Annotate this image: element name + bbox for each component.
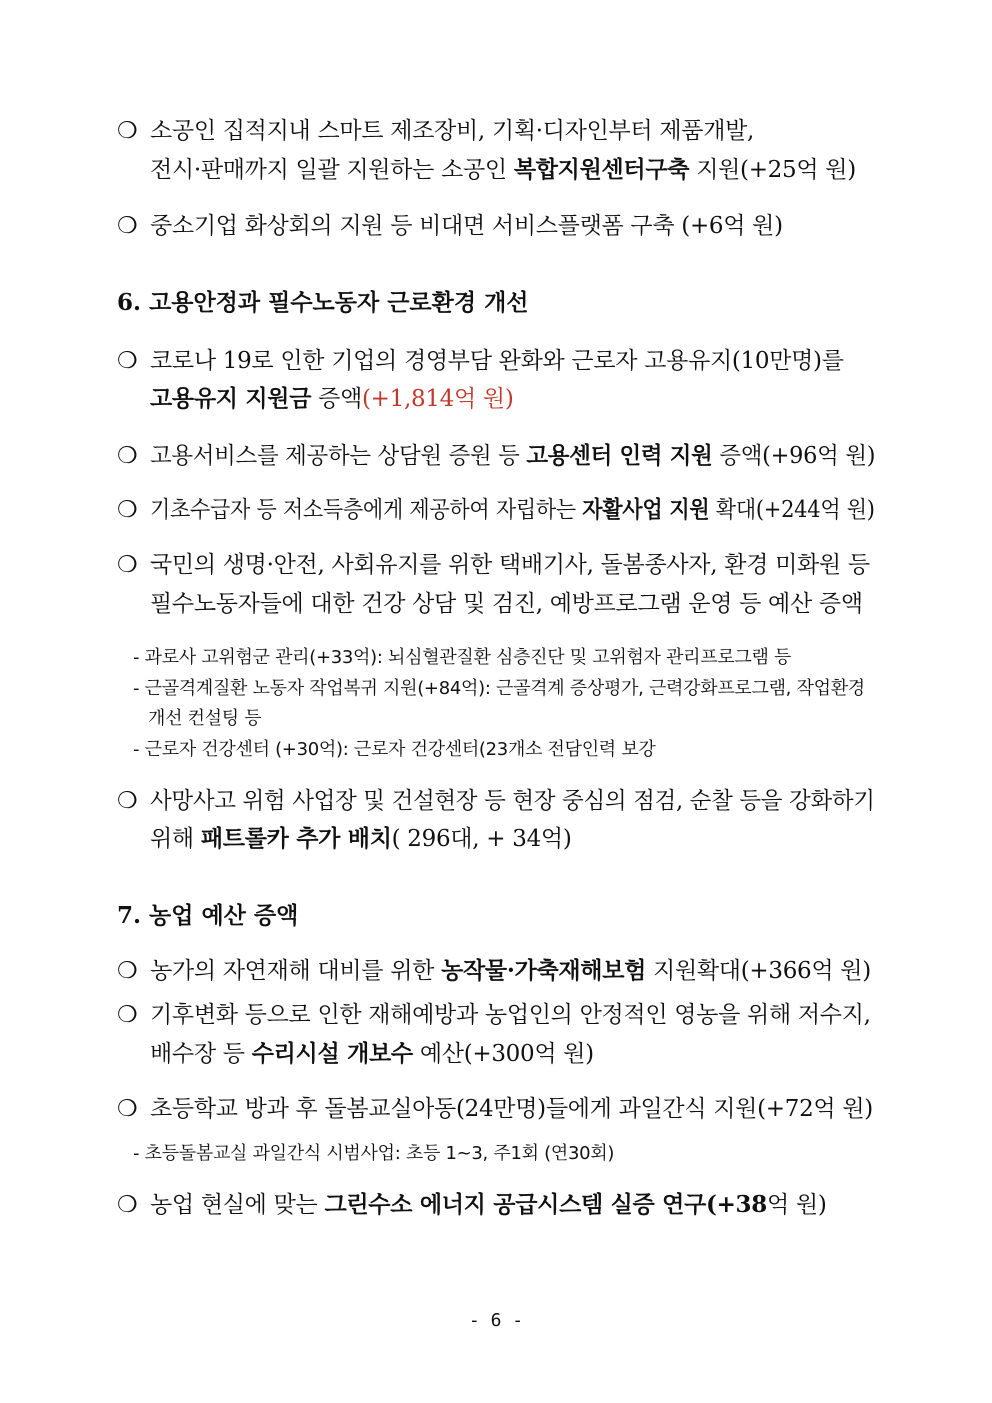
text: 필수노동자들에 대한 건강 상담 및 검진, 예방프로그램 운영 등 예산 증액	[150, 591, 863, 617]
text: 농업 현실에 맞는	[150, 1192, 325, 1218]
text: 배수장 등	[150, 1041, 252, 1067]
text: ( 296대, + 34억)	[391, 826, 572, 852]
text: 소공인 집적지내 스마트 제조장비, 기획·디자인부터 제품개발,	[150, 118, 755, 144]
section-heading-7: 7. 농업 예산 증액	[117, 902, 299, 929]
text: 기초수급자 등 저소득층에게 제공하여 자립하는	[150, 497, 583, 523]
text: 확대(+244억 원)	[709, 497, 875, 523]
highlight-text: (+1,814억 원)	[362, 386, 514, 412]
bullet-circle: ❍	[117, 1002, 138, 1028]
bullet-circle: ❍	[117, 1096, 138, 1122]
dash-item: - 초등돌봄교실 과일간식 시범사업: 초등 1~3, 주1회 (연30회)	[133, 1143, 615, 1164]
bold-text: 패트롤카 추가 배치	[200, 825, 392, 852]
bullet-circle: ❍	[117, 118, 138, 144]
text: 억 원)	[766, 1192, 827, 1218]
bullet-circle: ❍	[117, 958, 138, 984]
text: 예산(+300억 원)	[412, 1041, 594, 1067]
bullet-circle: ❍	[117, 213, 138, 239]
text: 초등학교 방과 후 돌봄교실아동(24만명)들에게 과일간식 지원(+72억 원)	[150, 1096, 873, 1122]
bold-text: 복합지원센터구축	[513, 156, 690, 183]
bold-text: 수리시설 개보수	[251, 1040, 413, 1067]
text: 지원확대(+366억 원)	[646, 958, 871, 984]
bullet-line	[150, 116, 754, 146]
text: 중소기업 화상회의 지원 등 비대면 서비스플랫폼 구축 (+6억 원)	[150, 213, 783, 239]
text: 국민의 생명·안전, 사회유지를 위한 택배기사, 돌봄종사자, 환경 미화원 등	[150, 552, 870, 578]
bold-text: 자활사업 지원	[582, 496, 710, 523]
bold-text: (+38	[706, 1191, 767, 1218]
text: 증액	[311, 386, 362, 412]
text: 전시·판매까지 일괄 지원하는 소공인	[150, 157, 514, 183]
bold-text: 농작물·가축재해보험	[441, 957, 647, 984]
bullet-line	[150, 1039, 594, 1069]
bullet-line	[150, 384, 514, 414]
bullet-line	[150, 441, 875, 471]
bullet-line	[150, 786, 875, 816]
bullet-line	[150, 495, 875, 525]
bullet-line	[150, 550, 870, 580]
text: 지원(+25억 원)	[689, 157, 856, 183]
bullet-circle: ❍	[117, 497, 138, 523]
bullet-circle: ❍	[117, 443, 138, 469]
bullet-line	[150, 1000, 871, 1030]
bold-text: 그린수소 에너지 공급시스템 실증 연구	[324, 1191, 706, 1218]
bullet-circle: ❍	[117, 552, 138, 578]
text: 증액(+96억 원)	[712, 443, 876, 469]
dash-item: - 과로사 고위험군 관리(+33억): 뇌심혈관질환 심층진단 및 고위험자 관리프로그램 등	[133, 647, 792, 668]
bullet-line	[150, 1190, 827, 1220]
bold-text: 고용센터 인력 지원	[526, 442, 713, 469]
bullet-line	[150, 589, 863, 619]
bullet-line	[150, 956, 871, 986]
bullet-line	[150, 346, 844, 376]
dash-item: - 근로자 건강센터 (+30억): 근로자 건강센터(23개소 전담인력 보강	[133, 739, 656, 760]
dash-item: - 근골격계질환 노동자 작업복귀 지원(+84억): 근골격계 증상평가, 근력강화프로그램, 작업환경	[133, 678, 865, 699]
bullet-line	[150, 824, 572, 854]
text: 코로나 19로 인한 기업의 경영부담 완화와 근로자 고용유지(10만명)를	[150, 348, 844, 374]
text: 기후변화 등으로 인한 재해예방과 농업인의 안정적인 영농을 위해 저수지,	[150, 1002, 871, 1028]
dash-item-continued: 개선 컨설팅 등	[148, 708, 262, 729]
section-heading-6: 6. 고용안정과 필수노동자 근로환경 개선	[117, 289, 529, 316]
text: 농가의 자연재해 대비를 위한	[150, 958, 442, 984]
bullet-line	[150, 1094, 873, 1124]
text: 사망사고 위험 사업장 및 건설현장 등 현장 중심의 점검, 순찰 등을 강화하기	[150, 788, 875, 814]
bullet-line	[150, 155, 856, 185]
bullet-circle: ❍	[117, 348, 138, 374]
bullet-circle: ❍	[117, 788, 138, 814]
bullet-line	[150, 211, 783, 241]
text: 고용서비스를 제공하는 상담원 증원 등	[150, 443, 527, 469]
bold-text: 고용유지 지원금	[150, 385, 312, 412]
page-number: - 6 -	[468, 1310, 524, 1331]
text: 위해	[150, 826, 201, 852]
bullet-circle: ❍	[117, 1192, 138, 1218]
